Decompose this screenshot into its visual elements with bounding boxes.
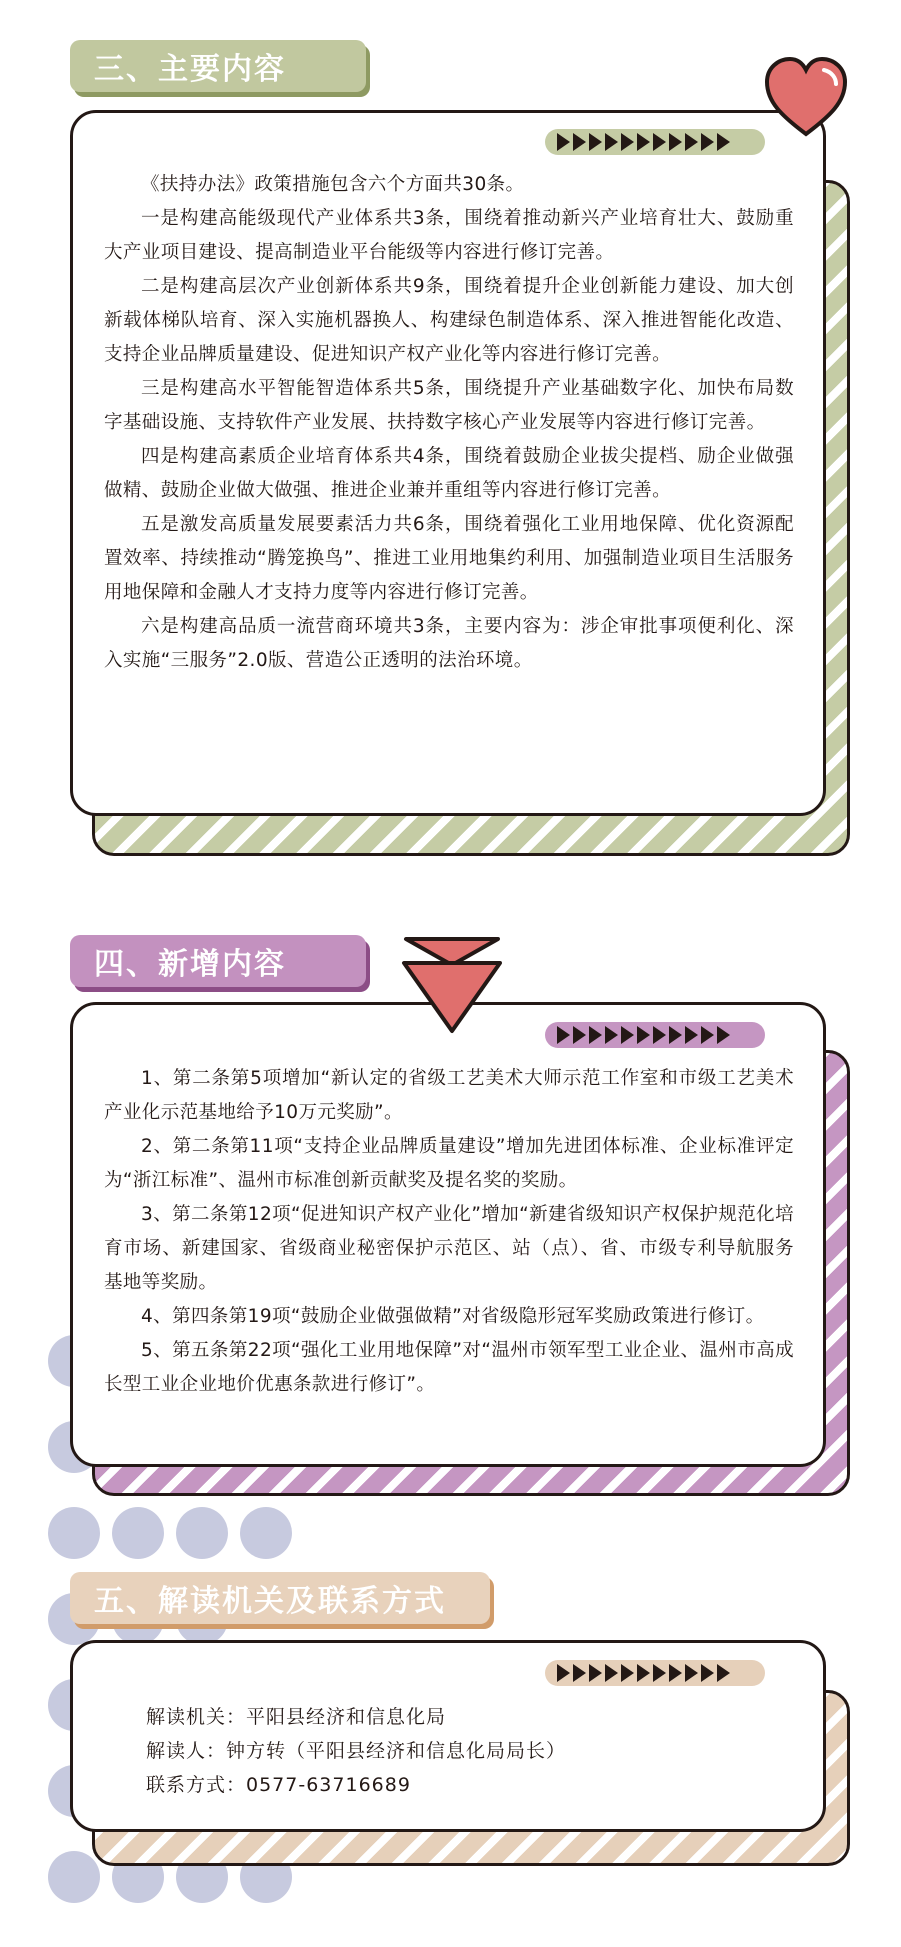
section-body bbox=[104, 1062, 794, 1402]
paragraph: 一是构建高能级现代产业体系共3条，围绕着推动新兴产业培育壮大、鼓励重大产业项目建设、提高制造业平台能级等内容进行修订完善。 bbox=[104, 208, 794, 263]
contact-person: 解读人：钟方转（平阳县经济和信息化局局长） bbox=[146, 1740, 567, 1762]
paragraph: 六是构建高品质一流营商环境共3条，主要内容为：涉企审批事项便利化、深入实施“三服务”2.0版、营造公正透明的法治环境。 bbox=[104, 616, 794, 671]
paragraph: 3、第二条第12项“促进知识产权产业化”增加“新建省级知识产权保护规范化培育市场、新建国家、省级商业秘密保护示范区、站（点）、省、市级专利导航服务基地等奖励。 bbox=[104, 1204, 794, 1293]
paragraph: 五是激发高质量发展要素活力共6条，围绕着强化工业用地保障、优化资源配置效率、持续推动“腾笼换鸟”、推进工业用地集约利用、加强制造业项目生活服务用地保障和金融人才支持力度等内容进行修订完善。 bbox=[104, 514, 794, 603]
arrow-decoration bbox=[545, 1660, 765, 1686]
paragraph: 三是构建高水平智能智造体系共5条，围绕提升产业基础数字化、加快布局数字基础设施、支持软件产业发展、扶持数字核心产业发展等内容进行修订完善。 bbox=[104, 378, 794, 433]
contact-phone: 联系方式：0577-63716689 bbox=[146, 1774, 411, 1796]
contact-agency: 解读机关：平阳县经济和信息化局 bbox=[146, 1706, 447, 1728]
paragraph: 5、第五条第22项“强化工业用地保障”对“温州市领军型工业企业、温州市高成长型工业企业地价优惠条款进行修订”。 bbox=[104, 1340, 794, 1395]
paragraph: 二是构建高层次产业创新体系共9条，围绕着提升企业创新能力建设、加大创新载体梯队培育、深入实施机器换人、构建绿色制造体系、深入推进智能化改造、支持企业品牌质量建设、促进知识产权产业化等内容进行修订完善。 bbox=[104, 276, 794, 365]
paragraph: 四是构建高素质企业培育体系共4条，围绕着鼓励企业拔尖提档、励企业做强做精、鼓励企业做大做强、推进企业兼并重组等内容进行修订完善。 bbox=[104, 446, 794, 501]
down-triangle-icon bbox=[400, 935, 504, 1035]
arrow-decoration bbox=[545, 1022, 765, 1048]
paragraph: 《扶持办法》政策措施包含六个方面共30条。 bbox=[141, 174, 525, 195]
section-title: 四、新增内容 bbox=[70, 935, 366, 987]
contact-info bbox=[146, 1700, 786, 1802]
paragraph: 2、第二条第11项“支持企业品牌质量建设”增加先进团体标准、企业标准评定为“浙江标准”、温州市标准创新贡献奖及提名奖的奖励。 bbox=[104, 1136, 794, 1191]
section-title: 三、主要内容 bbox=[70, 40, 366, 92]
heart-icon bbox=[762, 54, 850, 140]
paragraph: 1、第二条第5项增加“新认定的省级工艺美术大师示范工作室和市级工艺美术产业化示范基地给予10万元奖励”。 bbox=[104, 1068, 794, 1123]
section-title: 五、解读机关及联系方式 bbox=[70, 1572, 490, 1624]
arrow-decoration bbox=[545, 129, 765, 155]
section-body bbox=[104, 168, 794, 678]
paragraph: 4、第四条第19项“鼓励企业做强做精”对省级隐形冠军奖励政策进行修订。 bbox=[141, 1306, 765, 1327]
